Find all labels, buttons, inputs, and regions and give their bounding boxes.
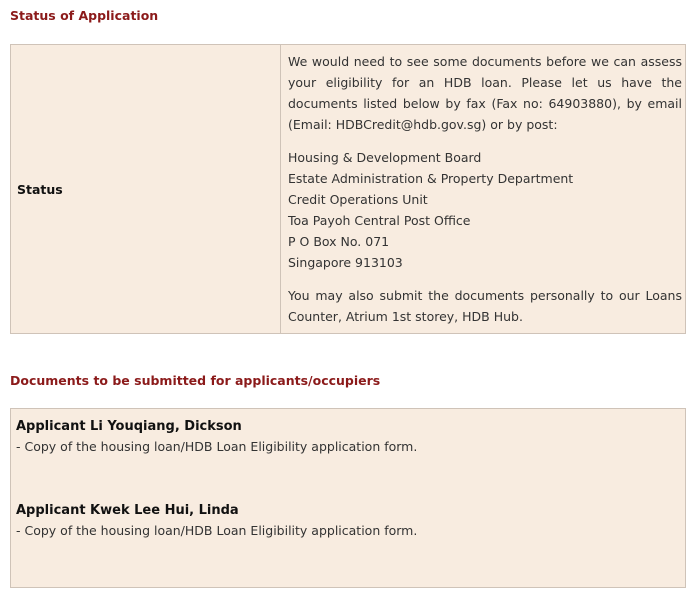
applicant-document: - Copy of the housing loan/HDB Loan Eligibility application form. xyxy=(16,523,418,538)
status-label xyxy=(11,45,281,333)
address-line: Estate Administration & Property Department xyxy=(288,171,574,186)
status-label-text: Status xyxy=(17,181,63,197)
address-line: Singapore 913103 xyxy=(288,255,403,270)
applicant-entry xyxy=(16,417,417,457)
applicant-name: Applicant Kwek Lee Hui, Linda xyxy=(16,503,239,518)
status-table xyxy=(10,44,686,334)
applicant-document: - Copy of the housing loan/HDB Loan Eligibility application form. xyxy=(16,439,418,454)
status-paragraph-counter: You may also submit the documents personally to our Loans Counter, Atrium 1st storey, HDB Hub. xyxy=(288,288,682,324)
address-line: Credit Operations Unit xyxy=(288,192,428,207)
address-line: Housing & Development Board xyxy=(288,150,482,165)
documents-panel xyxy=(10,408,686,588)
applicant-entry xyxy=(16,501,417,541)
documents-section-title: Documents to be submitted for applicants/occupiers xyxy=(10,373,381,388)
status-content xyxy=(288,51,682,327)
postal-address xyxy=(288,147,682,273)
status-paragraph-intro: We would need to see some documents before we can assess your eligibility for an HDB loan. Please let us have the documents listed below by fax (Fax no: 64903880), by email (Email: HDBCredit@hdb.gov.sg) or by post: xyxy=(288,54,682,132)
applicant-name: Applicant Li Youqiang, Dickson xyxy=(16,419,242,434)
status-section-title: Status of Application xyxy=(10,8,159,23)
address-line: Toa Payoh Central Post Office xyxy=(288,213,471,228)
address-line: P O Box No. 071 xyxy=(288,234,390,249)
